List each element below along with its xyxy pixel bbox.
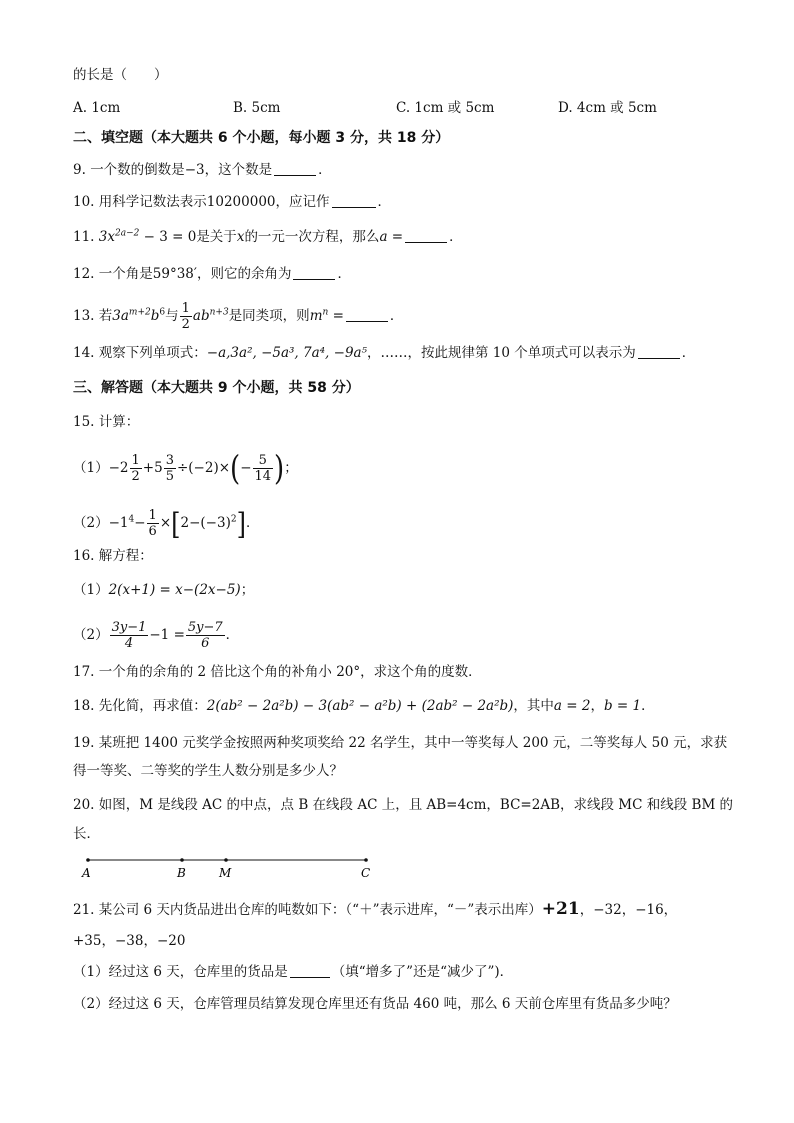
- section2-title: 二、填空题（本大题共 6 个小题，每小题 3 分，共 18 分）: [73, 130, 450, 146]
- q12-value: 59°38′: [152, 266, 197, 282]
- frac-den: 4: [124, 636, 134, 651]
- q15-p2-exp: 4: [128, 514, 135, 525]
- q14-text-b: ，……，按此规律第 10 个单项式可以表示为: [367, 345, 636, 361]
- q8-stem-tail: 的长是（ ）: [73, 67, 168, 83]
- right-bracket: ]: [236, 506, 246, 541]
- q21-part1: [73, 962, 513, 982]
- frac-den: 6: [201, 636, 210, 651]
- q11-text-b: 的一元一次方程，那么: [244, 229, 380, 245]
- q9-num: 9.: [73, 162, 86, 178]
- q15-p2-label: （2）: [73, 515, 109, 531]
- q16-title: 16. 解方程：: [73, 548, 153, 564]
- q11-base: 3x: [98, 229, 115, 245]
- frac-num: 1: [131, 453, 140, 468]
- q21-line1: [73, 899, 677, 920]
- q11-num: 11.: [73, 229, 95, 245]
- q15-p2-term: ×: [159, 515, 172, 531]
- q13-text-a: 若: [98, 308, 113, 324]
- q13-eq: =: [328, 308, 344, 324]
- q8-option-d: D. 4cm 或 5cm: [558, 100, 657, 116]
- q12-text-a: 一个角是: [98, 266, 153, 282]
- q21-p1-text-a: （1）经过这 6 天，仓库里的货品是: [73, 964, 288, 980]
- q11-rest: − 3 = 0: [139, 229, 197, 245]
- q13-term2-exp: n+3: [209, 307, 229, 318]
- q12-end: ．: [337, 266, 351, 282]
- q14-text-a: 观察下列单项式：: [98, 345, 207, 361]
- q13-text-b: 是同类项，则: [228, 308, 310, 324]
- q12-num: 12.: [73, 266, 95, 282]
- q20-line1: 20. 如图，M 是线段 AC 的中点，点 B 在线段 AC 上，且 AB=4cm，BC=2AB，求线段 MC 和线段 BM 的: [73, 797, 734, 813]
- q16-p1-label: （1）: [73, 582, 109, 598]
- q16-p2-label: （2）: [73, 627, 109, 643]
- q15-p1-term: +5: [142, 460, 163, 476]
- q10-end: ．: [377, 194, 391, 210]
- q15-p1-label: （1）: [73, 460, 109, 476]
- q15-p2-inner: 2−(−3): [180, 515, 231, 531]
- q15-title: 15. 计算：: [73, 414, 140, 430]
- right-paren: ): [274, 449, 285, 488]
- point-b: [180, 858, 184, 862]
- answer-blank[interactable]: [290, 963, 330, 978]
- q18-end: ．: [641, 698, 655, 714]
- q11-lhs: a =: [379, 229, 404, 245]
- q13-end: ．: [389, 308, 404, 324]
- q18-text-b: ，其中: [513, 698, 554, 714]
- q8-option-b: B. 5cm: [233, 100, 281, 116]
- q15-p2-inner-exp: 2: [230, 514, 237, 525]
- q21-part2: （2）经过这 6 天，仓库管理员结算发现仓库里还有货品 460 吨，那么 6 天前仓库里有货品多少吨？: [73, 996, 677, 1012]
- q18-sep: ，: [590, 698, 604, 714]
- q15-p1-end: ；: [284, 460, 298, 476]
- q16-p1-end: ；: [240, 582, 255, 598]
- label-b: B: [177, 866, 186, 880]
- q15-p1-term: −2: [108, 460, 129, 476]
- q13-lhs: m: [309, 308, 323, 324]
- q14-sequence: −a,3a², −5a³, 7a⁴, −9a⁵: [206, 345, 368, 361]
- q15-p2-end: ．: [245, 515, 260, 531]
- q8-option-a: A. 1cm: [73, 100, 121, 116]
- q13-lhs-exp: n: [322, 307, 329, 318]
- q9-value: −3: [184, 162, 205, 178]
- q10-text-b: ，应记作: [275, 194, 330, 210]
- label-a: A: [82, 866, 91, 880]
- q13-term1: 3a: [112, 308, 129, 324]
- frac-den: 14: [254, 469, 272, 484]
- q18-cond1: a = 2: [553, 698, 591, 714]
- q13-frac-den: 2: [181, 317, 190, 332]
- q9-text-a: 一个数的倒数是: [90, 162, 185, 178]
- label-m: M: [219, 866, 232, 880]
- frac-num: 5: [253, 453, 274, 469]
- q19-line1: 19. 某班把 1400 元奖学金按照两种奖项奖给 22 名学生，其中一等奖每人 200 元，二等奖每人 50 元，求获: [73, 735, 728, 751]
- q11-end: ．: [449, 229, 463, 245]
- q18-cond2: b = 1: [603, 698, 642, 714]
- frac-den: 6: [148, 524, 157, 539]
- q19-line2: 得一等奖、二等奖的学生人数分别是多少人？: [73, 763, 343, 779]
- label-c: C: [361, 866, 371, 880]
- q12-text-b: ，则它的余角为: [196, 266, 292, 282]
- q21-text-b: ，−32，−16，: [579, 902, 678, 918]
- q13-term1-b: b: [150, 308, 160, 324]
- point-a: [86, 858, 90, 862]
- q13-mid: 与: [165, 308, 179, 324]
- point-c: [364, 858, 368, 862]
- q21-line2: +35，−38，−20: [73, 933, 186, 949]
- point-m: [224, 858, 228, 862]
- q13-term2: ab: [192, 308, 210, 324]
- left-paren: (: [230, 449, 241, 488]
- q15-p2-term: −1: [108, 515, 129, 531]
- q13-term1-bexp: 6: [159, 307, 166, 318]
- q10-text-a: 用科学记数法表示: [98, 194, 207, 210]
- left-bracket: [: [171, 506, 181, 541]
- q16-p2-mid: −1 =: [149, 627, 185, 643]
- q14-num: 14.: [73, 345, 95, 361]
- q18-expr: 2(ab² − 2a²b) − 3(ab² − a²b) + (2ab² − 2a²b): [206, 698, 514, 714]
- q13-term1-exp: m+2: [128, 307, 151, 318]
- q15-p1-inner: −: [240, 460, 252, 476]
- q21-first-value: +21: [541, 899, 580, 919]
- q8-option-c: C. 1cm 或 5cm: [396, 100, 495, 116]
- q16-p1-eq: 2(x+1) = x−(2x−5): [108, 582, 241, 598]
- q9-text-b: ，这个数是: [204, 162, 273, 178]
- section3-title: 三、解答题（本大题共 9 个小题，共 58 分）: [73, 380, 360, 396]
- frac-num: 1: [148, 508, 157, 523]
- frac-num: 3y−1: [111, 620, 147, 635]
- q15-p2-term: −: [134, 515, 146, 531]
- q11-var: x: [236, 229, 245, 245]
- frac-den: 5: [165, 469, 174, 484]
- q18-text-a: 18. 先化简，再求值：: [73, 698, 207, 714]
- q17: 17. 一个角的余角的 2 倍比这个角的补角小 20°，求这个角的度数．: [73, 664, 482, 680]
- q13-num: 13.: [73, 308, 95, 324]
- q21-p1-text-b: （填“增多了”还是“减少了”)．: [331, 964, 514, 980]
- q21-text-a: 21. 某公司 6 天内货品进出仓库的吨数如下：（“＋”表示进库，“－”表示出库）: [73, 902, 542, 918]
- frac-den: 2: [131, 469, 140, 484]
- q11-exp: 2a−2: [114, 228, 140, 239]
- q16-p2-end: ．: [225, 627, 240, 643]
- q13-frac-num: 1: [181, 301, 190, 316]
- q9-end: ．: [318, 162, 332, 178]
- frac-num: 3: [165, 453, 174, 468]
- q15-p1-term: ÷(−2)×: [176, 460, 231, 476]
- q10-value: 10200000: [206, 194, 276, 210]
- q10-num: 10.: [73, 194, 95, 210]
- q14-end: ．: [681, 345, 696, 361]
- q20-line2: 长．: [73, 826, 100, 842]
- q11-text-a: 是关于: [196, 229, 237, 245]
- frac-num: 5y−7: [187, 620, 223, 635]
